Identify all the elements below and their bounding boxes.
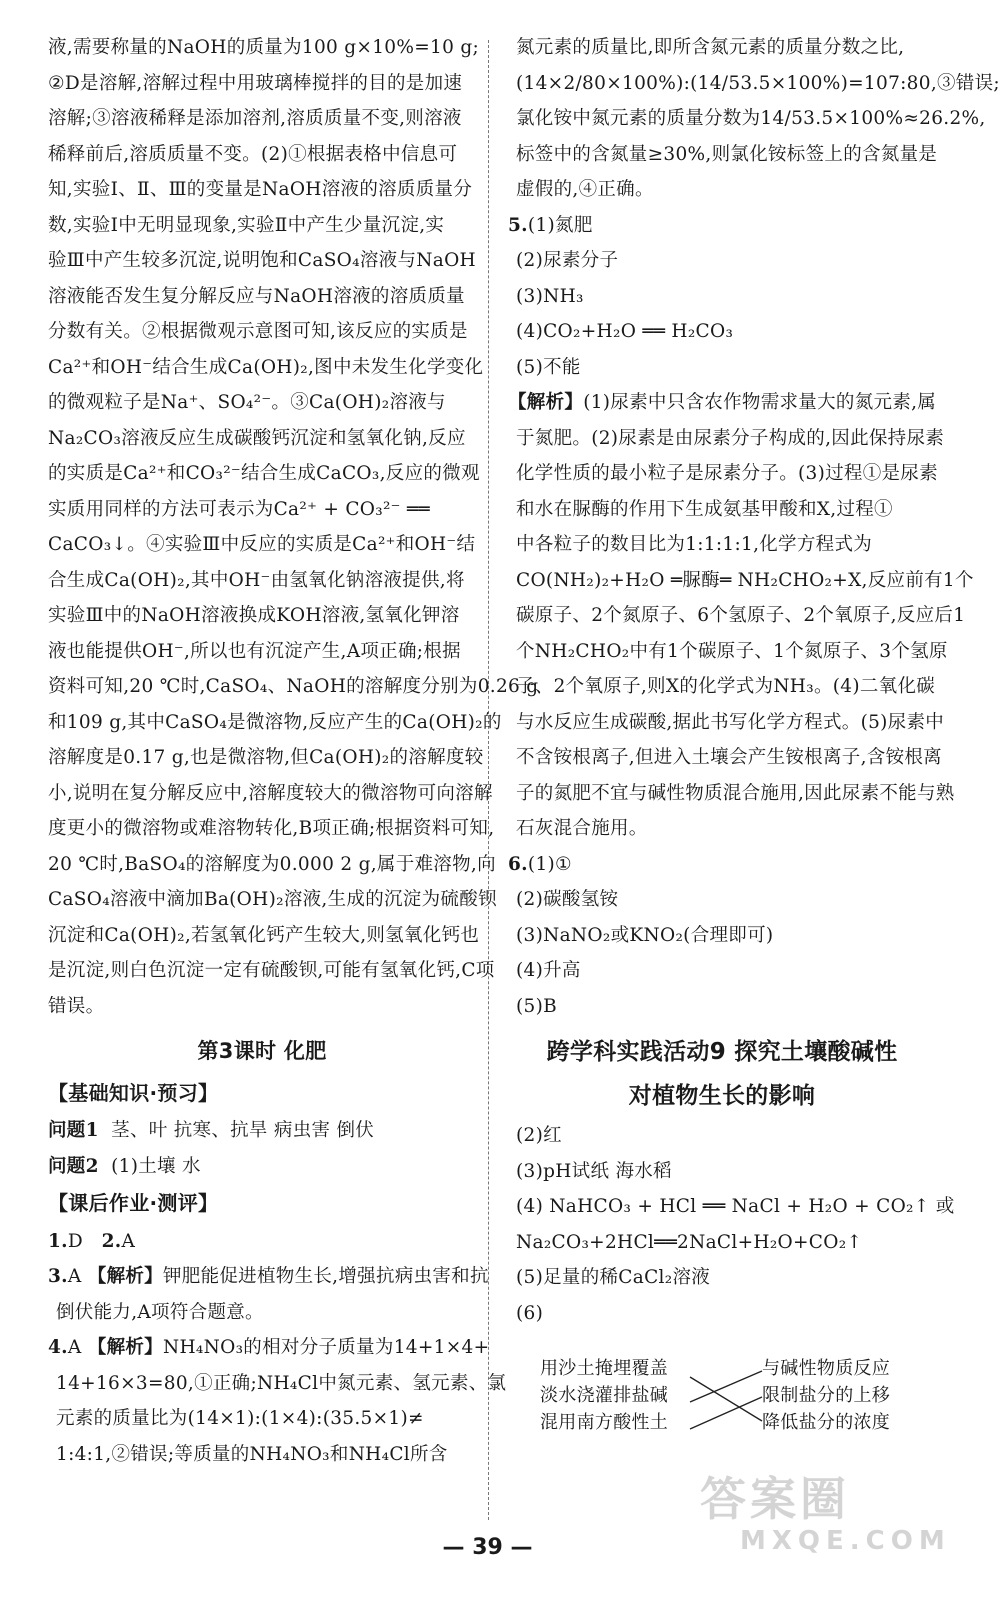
question-6-answers (508, 882, 936, 1024)
text-line: 溶解;③溶液稀释是添加溶剂,溶质质量不变,则溶液 (48, 108, 462, 129)
matching-diagram (540, 1349, 940, 1465)
text-line: 虚假的,④正确。 (516, 179, 654, 200)
text-line: 稀释前后,溶质质量不变。(2)①根据表格中信息可 (48, 143, 458, 165)
text-line: (14×2/80×100%):(14/53.5×100%)=107:80,③错误; (516, 72, 1000, 94)
matching-left-list (540, 1355, 668, 1436)
analysis-tag: 【解析】 (87, 1266, 163, 1287)
text-line: 氮元素的质量比,即所含氮元素的质量分数之比, (516, 37, 905, 58)
text-line: 碳原子、2个氮原子、6个氢原子、2个氧原子,反应后1 (516, 605, 966, 626)
question-5-answers (508, 243, 936, 385)
text-line: 资料可知,20 ℃时,CaSO₄、NaOH的溶解度分别为0.26 g (48, 676, 539, 697)
matching-right-list (762, 1355, 890, 1436)
text-line: 实质用同样的方法可表示为Ca²⁺ + CO₃²⁻ ══ (48, 498, 430, 520)
text-line: 子、2个氧原子,则X的化学式为NH₃。(4)二氧化碳 (516, 676, 936, 697)
text-line: 是沉淀,则白色沉淀一定有硫酸钡,可能有氢氧化钙,C项 (48, 960, 495, 981)
analysis-text: 钾肥能促进植物生长,增强抗病虫害和抗 (162, 1266, 489, 1287)
text-line: 20 ℃时,BaSO₄的溶解度为0.000 2 g,属于难溶物,向 (48, 853, 496, 875)
answer-item: (3)pH试纸 海水稻 (516, 1160, 672, 1182)
text-line: 合生成Ca(OH)₂,其中OH⁻由氢氧化钠溶液提供,将 (48, 569, 465, 591)
answer-choice: D (67, 1230, 84, 1252)
text-line: 度更小的微溶物或难溶物转化,B项正确;根据资料可知, (48, 818, 495, 839)
answer-item: (3)NaNO₂或KNO₂(合理即可) (516, 924, 774, 946)
activity-answers (508, 1118, 955, 1331)
answer-item: (3)NH₃ (516, 285, 584, 307)
answer-item: (1)① (527, 853, 572, 875)
homework-header: 【课后作业·测评】 (48, 1191, 219, 1215)
activity-title-line-2: 对植物生长的影响 (628, 1083, 816, 1109)
text-line: ②D是溶解,溶解过程中用玻璃棒搅拌的目的是加速 (48, 72, 463, 94)
answer-3-head (48, 1259, 489, 1295)
answer-item: (5)B (516, 995, 558, 1017)
matching-left-item: 混用南方酸性土 (540, 1412, 669, 1433)
text-line: CaSO₄溶液中滴加Ba(OH)₂溶液,生成的沉淀为硫酸钡 (48, 889, 497, 910)
question-1 (48, 1113, 476, 1149)
text-line: 和109 g,其中CaSO₄是微溶物,反应产生的Ca(OH)₂的 (48, 711, 502, 733)
text-line: 14+16×3=80,①正确;NH₄Cl中氮元素、氢元素、氯 (56, 1372, 507, 1394)
analysis-text: (1)尿素中只含农作物需求量大的氮元素,属 (583, 392, 937, 413)
text-line: 液也能提供OH⁻,所以也有沉淀产生,A项正确;根据 (48, 640, 461, 662)
answer-3-body (48, 1295, 476, 1331)
matching-right-item: 降低盐分的浓度 (762, 1412, 891, 1433)
analysis-tag: 【解析】 (508, 392, 584, 413)
answer-item: (2)尿素分子 (516, 250, 619, 271)
activity-title (508, 1030, 936, 1118)
text-line: 元素的质量比为(14×1):(1×4):(35.5×1)≠ (56, 1408, 424, 1429)
answer-4-continued (508, 30, 1000, 208)
text-line: 于氮肥。(2)尿素是由尿素分子构成的,因此保持尿素 (516, 427, 945, 449)
analysis-tag: 【解析】 (87, 1337, 163, 1358)
activity-title-line-1: 跨学科实践活动9 探究土壤酸碱性 (546, 1039, 898, 1065)
text-line: 石灰混合施用。 (516, 818, 648, 839)
question-1-label: 问题1 (48, 1120, 99, 1141)
text-line: 验Ⅲ中产生较多沉淀,说明饱和CaSO₄溶液与NaOH (48, 250, 476, 271)
text-line: 小,说明在复分解反应中,溶解度较大的微溶物可向溶解 (48, 782, 493, 804)
text-line: 与水反应生成碳酸,据此书写化学方程式。(5)尿素中 (516, 711, 945, 733)
question-number: 6. (508, 853, 528, 875)
column-divider (488, 40, 489, 1520)
text-line: 分数有关。②根据微观示意图可知,该反应的实质是 (48, 321, 468, 342)
answer-item: (4)升高 (516, 960, 581, 981)
text-line: 沉淀和Ca(OH)₂,若氢氧化钙产生较大,则氢氧化钙也 (48, 924, 480, 946)
matching-left-item: 用沙土掩埋覆盖 (540, 1358, 669, 1379)
answer-item: Na₂CO₃+2HCl══2NaCl+H₂O+CO₂↑ (516, 1231, 863, 1253)
text-line: 数,实验Ⅰ中无明显现象,实验Ⅱ中产生少量沉淀,实 (48, 214, 445, 236)
text-line: CO(NH₂)₂+H₂O ═脲酶═ NH₂CHO₂+X,反应前有1个 (516, 569, 974, 591)
matching-right-item: 限制盐分的上移 (762, 1385, 891, 1406)
text-line: 知,实验Ⅰ、Ⅱ、Ⅲ的变量是NaOH溶液的溶质质量分 (48, 179, 473, 200)
text-line: 的微观粒子是Na⁺、SO₄²⁻。③Ca(OH)₂溶液与 (48, 392, 446, 413)
watermark-url: MXQE.COM (740, 1526, 951, 1556)
text-line: 和水在脲酶的作用下生成氨基甲酸和X,过程① (516, 498, 893, 520)
right-column (508, 30, 1000, 1465)
answer-item: (5)不能 (516, 356, 581, 378)
question-2-answer: (1)土壤 水 (111, 1155, 201, 1177)
text-line: 氯化铵中氮元素的质量分数为14/53.5×100%≈26.2%, (516, 108, 986, 129)
question-5-analysis (508, 421, 974, 847)
answer-item: (2)碳酸氢铵 (516, 889, 619, 910)
text-line: 化学性质的最小粒子是尿素分子。(3)过程①是尿素 (516, 463, 938, 484)
text-line: 子的氮肥不宜与碱性物质混合施用,因此尿素不能与熟 (516, 782, 955, 804)
question-2 (48, 1149, 476, 1185)
text-line: 1:4:1,②错误;等质量的NH₄NO₃和NH₄Cl所含 (56, 1443, 448, 1465)
text-line: 标签中的含氮量≥30%,则氯化铵标签上的含氮量是 (516, 143, 938, 165)
lesson-title: 第3课时 化肥 (197, 1039, 327, 1063)
answer-4-head (48, 1330, 490, 1366)
answer-item: (4)CO₂+H₂O ══ H₂CO₃ (516, 321, 734, 342)
answer-4-body (48, 1366, 507, 1473)
answer-item: (4) NaHCO₃ + HCl ══ NaCl + H₂O + CO₂↑ 或 (516, 1196, 955, 1217)
text-line: 不含铵根离子,但进入土壤会产生铵根离子,含铵根离 (516, 747, 942, 768)
preview-header: 【基础知识·预习】 (48, 1080, 219, 1105)
question-number: 5. (508, 214, 528, 236)
text-line: 实验Ⅲ中的NaOH溶液换成KOH溶液,氢氧化钾溶 (48, 605, 460, 626)
text-line: 液,需要称量的NaOH的质量为100 g×10%=10 g; (48, 37, 480, 58)
page-number: — 39 — (442, 1535, 533, 1560)
text-line: 中各粒子的数目比为1:1:1:1,化学方程式为 (516, 534, 873, 555)
question-2-label: 问题2 (48, 1155, 99, 1177)
answer-item: (5)足量的稀CaCl₂溶液 (516, 1267, 711, 1288)
answer-number: 4. (48, 1337, 68, 1358)
answer-item: (6) (516, 1302, 544, 1324)
question-5-analysis-head (508, 385, 936, 421)
text-line: Na₂CO₃溶液反应生成碳酸钙沉淀和氢氧化钠,反应 (48, 427, 466, 449)
answer-choice: A (67, 1266, 82, 1287)
analysis-text: NH₄NO₃的相对分子质量为14+1×4+ (162, 1337, 490, 1358)
answer-item: (2)红 (516, 1125, 562, 1146)
text-line: Ca²⁺和OH⁻结合生成Ca(OH)₂,图中未发生化学变化 (48, 356, 484, 378)
answer-number: 3. (48, 1266, 68, 1287)
watermark-text: 答案圈 (700, 1472, 850, 1526)
text-line: 倒伏能力,A项符合题意。 (56, 1301, 264, 1323)
question-6-head (508, 847, 936, 883)
answers-1-2 (48, 1224, 476, 1260)
answer-choice: A (67, 1337, 82, 1358)
text-line: 溶液能否发生复分解反应与NaOH溶液的溶质质量 (48, 285, 465, 307)
text-line: 个NH₂CHO₂中有1个碳原子、1个氮原子、3个氢原 (516, 640, 948, 662)
answer-number: 1. (48, 1230, 68, 1252)
watermark-logo (700, 1472, 951, 1556)
text-line: 溶解度是0.17 g,也是微溶物,但Ca(OH)₂的溶解度较 (48, 747, 484, 768)
question-1-answer: 茎、叶 抗寒、抗旱 病虫害 倒伏 (111, 1120, 375, 1141)
matching-right-item: 与碱性物质反应 (762, 1358, 891, 1379)
answer-item: (1)氮肥 (527, 214, 593, 236)
text-line: CaCO₃↓。④实验Ⅲ中反应的实质是Ca²⁺和OH⁻结 (48, 534, 476, 555)
answer-number: 2. (101, 1230, 122, 1252)
answer-choice: A (121, 1230, 136, 1252)
matching-left-item: 淡水浇灌排盐碱 (540, 1385, 669, 1406)
question-5-head (508, 208, 936, 244)
text-line: 的实质是Ca²⁺和CO₃²⁻结合生成CaCO₃,反应的微观 (48, 463, 480, 484)
text-line: 错误。 (48, 995, 105, 1017)
